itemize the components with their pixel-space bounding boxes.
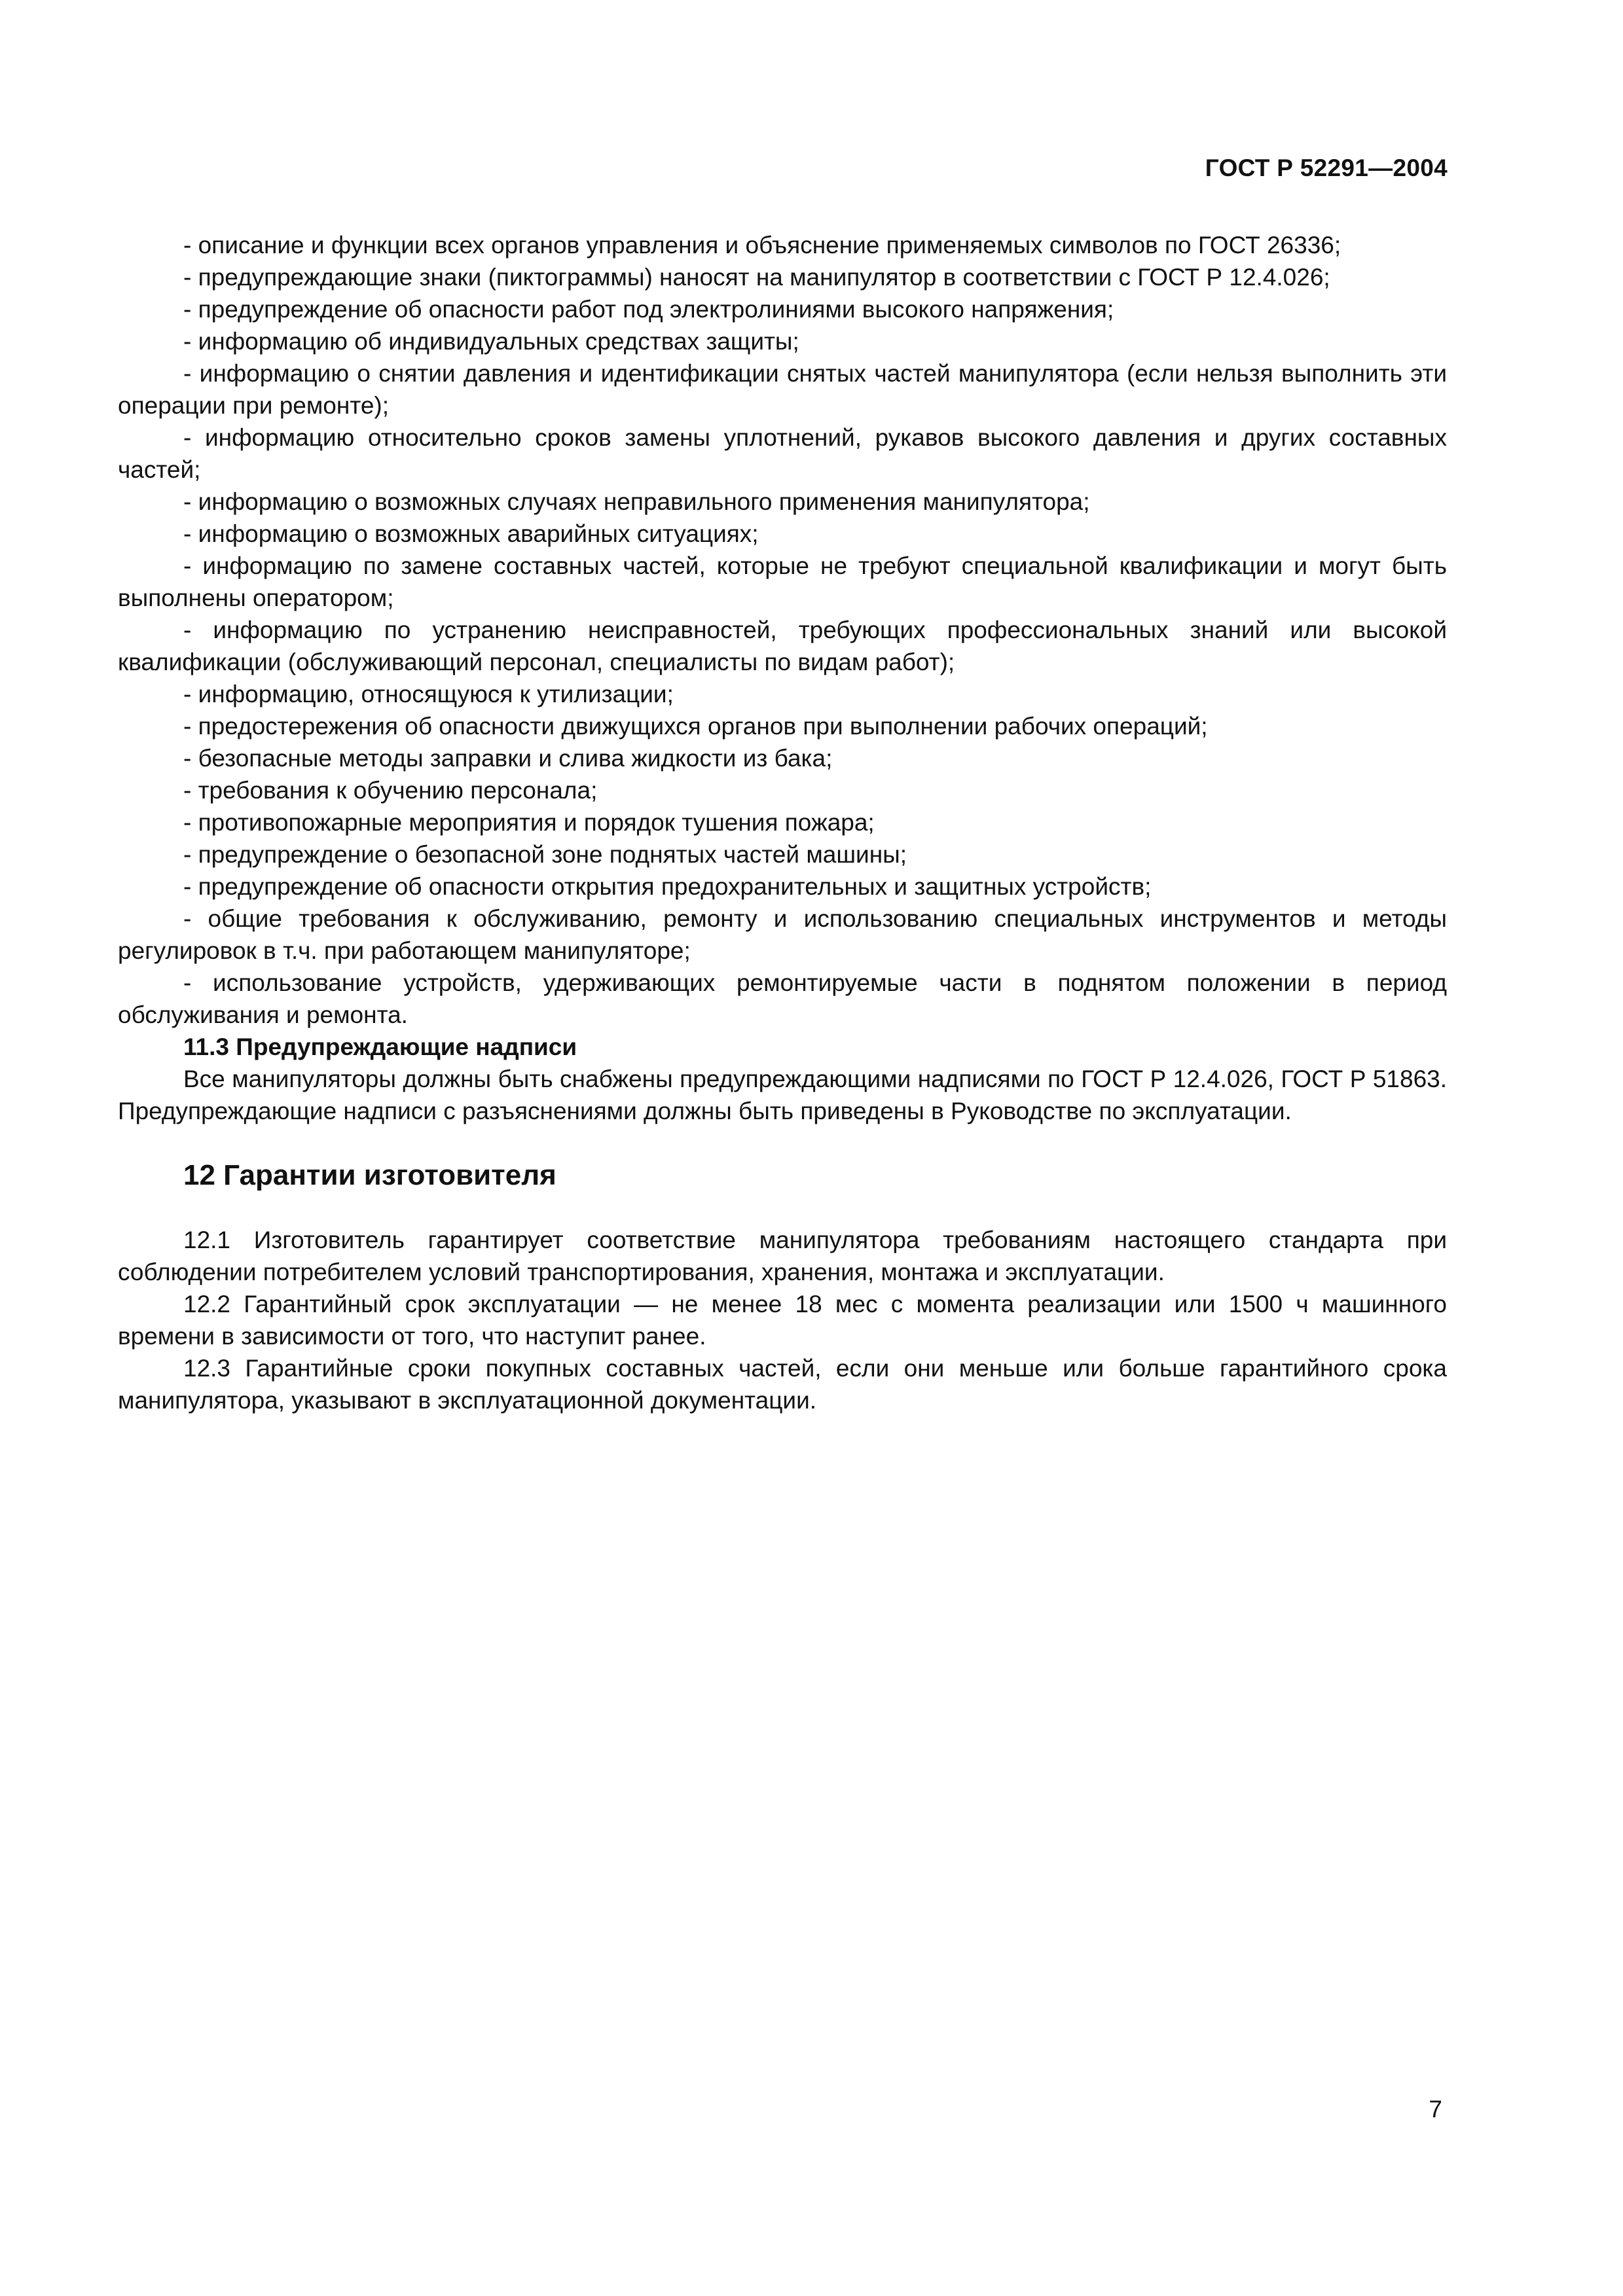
list-item: - использование устройств, удерживающих ремонтируемые части в поднятом положении в период обслуживания и ремонта. [118,969,1447,1028]
list-item: - информацию о снятии давления и идентификации снятых частей манипулятора (если нельзя выполнить эти операции при ремонте); [118,360,1447,419]
list-item: - предостережения об опасности движущихся органов при выполнении рабочих операций; [183,713,1208,740]
list-item: - информацию об индивидуальных средствах защиты; [183,328,799,355]
page-number: 7 [1429,2096,1442,2123]
list-item: - информацию по замене составных частей, которые не требуют специальной квалификации и могут быть выполнены оператором; [118,552,1447,611]
list-item: - информацию о возможных аварийных ситуациях; [183,520,759,547]
document-header: ГОСТ Р 52291—2004 [1205,154,1448,181]
list-item: - безопасные методы заправки и слива жидкости из бака; [183,745,833,772]
list-item: - общие требования к обслуживанию, ремонту и использованию специальных инструментов и методы регулировок в т.ч. при работающем манипуляторе; [118,905,1447,964]
paragraph-12-2: 12.2 Гарантийный срок эксплуатации — не менее 18 мес с момента реализации или 1500 ч машинного времени в зависимости от того, что наступит ранее. [118,1291,1447,1350]
list-item: - предупреждение об опасности работ под электролиниями высокого напряжения; [183,296,1114,323]
subsection-text-11-3: Все манипуляторы должны быть снабжены предупреждающими надписями по ГОСТ Р 12.4.026, ГОСТ Р 51863. Предупреждающие надписи с разъяснениями должны быть приведены в Руководстве по эксплуатации. [118,1066,1447,1124]
section-12-body [118,1224,1447,1416]
list-item: - информацию о возможных случаях неправильного применения манипулятора; [183,488,1090,515]
page-content [118,229,1447,1416]
list-item: - информацию по устранению неисправностей, требующих профессиональных знаний или высокой квалификации (обслуживающий персонал, специалисты по видам работ); [118,617,1447,675]
paragraph-12-3: 12.3 Гарантийные сроки покупных составных частей, если они меньше или больше гарантийного срока манипулятора, указывают в эксплуатационной документации. [118,1355,1447,1414]
list-item: - предупреждающие знаки (пиктограммы) наносят на манипулятор в соответствии с ГОСТ Р 12.4.026; [183,264,1330,291]
section-title-12: 12 Гарантии изготовителя [183,1159,556,1191]
list-item: - противопожарные мероприятия и порядок тушения пожара; [183,809,875,836]
paragraph-12-1: 12.1 Изготовитель гарантирует соответствие манипулятора требованиям настоящего стандарта при соблюдении потребителем условий транспортирования, хранения, монтажа и эксплуатации. [118,1227,1447,1285]
subsection-heading-11-3: 11.3 Предупреждающие надписи [183,1033,577,1060]
list-item: - требования к обучению персонала; [183,777,598,804]
requirements-list [118,229,1447,1031]
list-item: - информацию, относящуюся к утилизации; [183,681,674,708]
list-item: - предупреждение об опасности открытия предохранительных и защитных устройств; [183,873,1152,900]
list-item: - информацию относительно сроков замены уплотнений, рукавов высокого давления и других составных частей; [118,424,1447,483]
list-item: - описание и функции всех органов управления и объяснение применяемых символов по ГОСТ 26336; [183,232,1341,259]
list-item: - предупреждение о безопасной зоне поднятых частей машины; [183,841,907,868]
